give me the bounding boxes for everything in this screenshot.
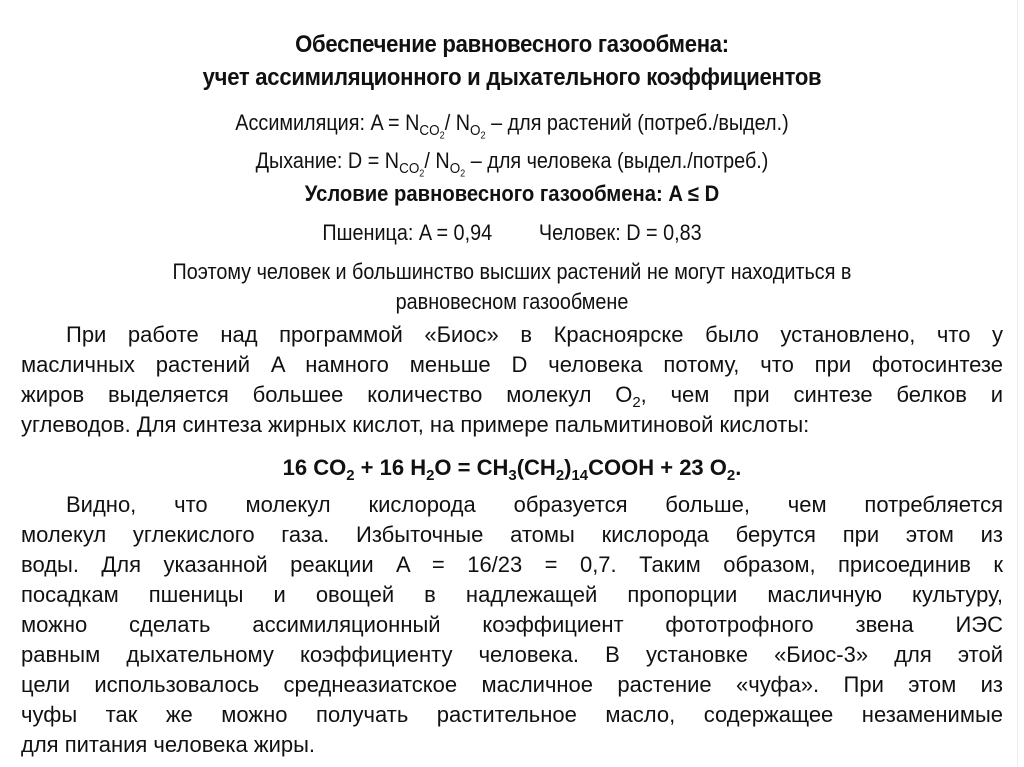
paragraph-1-line: углеводов. Для синтеза жирных кислот, на примере пальмитиновой кислоты: bbox=[21, 412, 810, 437]
paragraph-2-line: можно сделать ассимиляционный коэффициент фототрофного звена ИЭС bbox=[21, 612, 1003, 637]
assimilation-sub-co: CO2 bbox=[419, 122, 445, 142]
paragraph-2-line: цели использовалось среднеазиатское масличное растение «чуфа». При этом из bbox=[21, 672, 1003, 697]
slide-title-line-2: учет ассимиляционного и дыхательного коэффициентов bbox=[202, 64, 822, 91]
assimilation-formula bbox=[51, 110, 973, 142]
slide-border bbox=[1017, 0, 1018, 767]
conclusion-line-1: Поэтому человек и большинство высших растений не могут находиться в bbox=[172, 259, 852, 284]
respiration-mid: / N bbox=[424, 148, 450, 173]
assimilation-mid: / N bbox=[444, 110, 471, 135]
paragraph-2-line: для питания человека жиры. bbox=[21, 732, 316, 757]
equilibrium-condition: Условие равновесного газообмена: A ≤ D bbox=[304, 181, 720, 206]
respiration-suffix: – для человека (выдел./потреб.) bbox=[465, 148, 769, 173]
assimilation-suffix: – для растений (потреб./выдел.) bbox=[485, 110, 789, 135]
paragraph-1-line bbox=[21, 382, 1003, 412]
human-value: Человек: D = 0,83 bbox=[538, 220, 702, 245]
paragraph-2-line: Видно, что молекул кислорода образуется больше, чем потребляется bbox=[66, 492, 1003, 517]
assimilation-prefix: Ассимиляция: A = N bbox=[235, 110, 420, 135]
respiration-sub-co: CO2 bbox=[399, 160, 425, 180]
palmitic-acid-equation: 16 $CO_2 + 16$ $H_2O$ = $CH_3(CH_2)_{14}COOH + 23$ $O_2$. bbox=[282, 455, 742, 485]
slide-title-line-1: Обеспечение равновесного газообмена: bbox=[295, 31, 729, 58]
paragraph-2-line: воды. Для указанной реакции A = 16/23 = 0,7. Таким образом, присоединив к bbox=[21, 552, 1003, 577]
respiration-sub-o: O2 bbox=[449, 160, 466, 180]
respiration-formula bbox=[51, 148, 973, 180]
conclusion-line-2: равновесном газообмене bbox=[395, 289, 629, 314]
assimilation-sub-o: O2 bbox=[470, 122, 486, 142]
respiration-prefix: Дыхание: D = N bbox=[255, 148, 400, 173]
paragraph-2-line: чуфы так же можно получать растительное масло, содержащее незаменимые bbox=[21, 702, 1003, 727]
paragraph-2-line: молекул углекислого газа. Избыточные атомы кислорода берутся при этом из bbox=[21, 522, 1003, 547]
paragraph-1-line: масличных растений A намного меньше D человека потому, что при фотосинтезе bbox=[21, 352, 1003, 377]
paragraph-1-line: При работе над программой «Биос» в Красноярске было установлено, что у bbox=[66, 322, 1003, 347]
wheat-value: Пшеница: A = 0,94 bbox=[322, 220, 493, 245]
oxygen-subscript: 2 bbox=[632, 394, 641, 412]
paragraph-2-line: равным дыхательному коэффициенту человека. В установке «Биос-3» для этой bbox=[21, 642, 1003, 667]
paragraph-1-line-3-tail: , чем при синтезе белков и bbox=[640, 382, 1003, 407]
paragraph-1-line-3-text: жиров выделяется большее количество молекул O bbox=[21, 382, 633, 407]
coefficient-values bbox=[51, 220, 973, 246]
paragraph-2-line: посадкам пшеницы и овощей в надлежащей пропорции масличную культуру, bbox=[21, 582, 1003, 607]
